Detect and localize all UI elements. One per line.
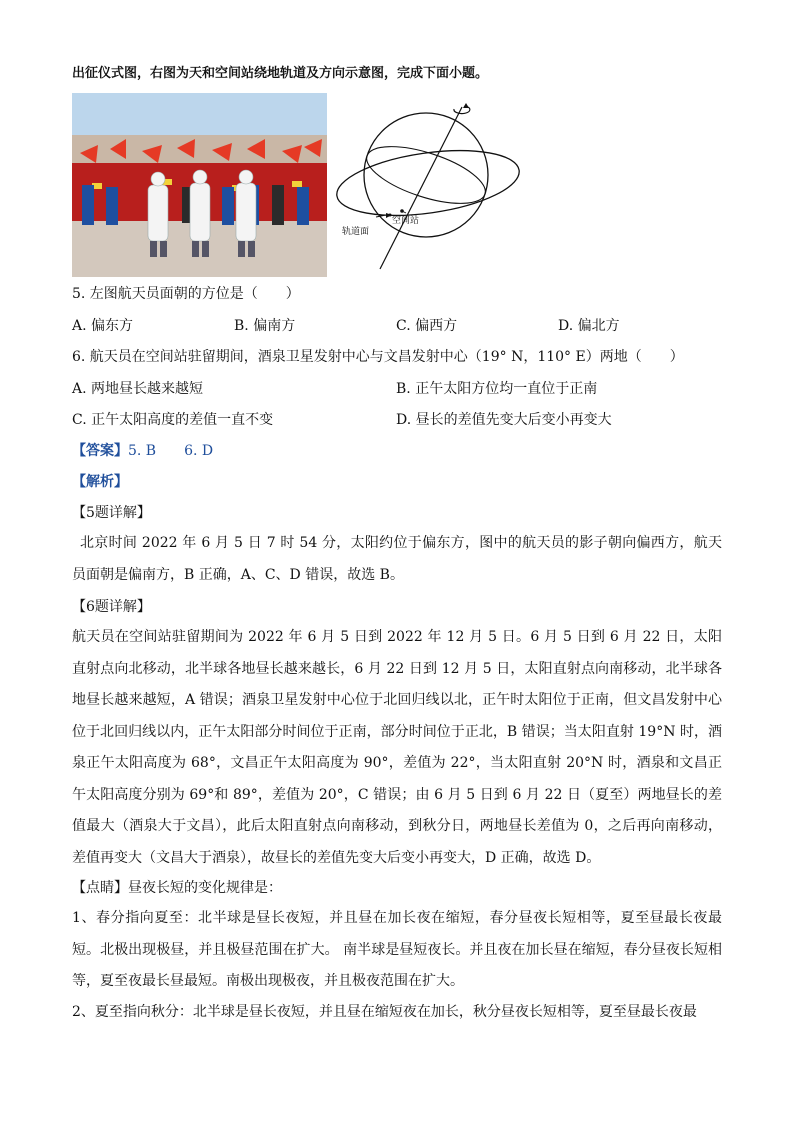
tips-title: 昼夜长短的变化规律是： — [128, 880, 282, 896]
q5-stem: 5. 左图航天员面朝的方位是（ ） — [72, 286, 300, 302]
tips-paragraph-1: 1、春分指向夏至：北半球是昼长夜短，并且昼在加长夜在缩短，春分昼夜长短相等，夏至昼最长夜最短。北极出现极昼，并且极昼范围在扩大。 南半球是昼短夜长。并且夜在加长昼在缩短，春分昼夜长短相等，夏至夜最长昼最短。南极出现极夜，并且极夜范围在扩大。 — [72, 910, 722, 989]
detail5-tag: 【5题详解】 — [72, 505, 151, 521]
q5-option-c: C. 偏西方 — [396, 318, 458, 334]
detail6-tag: 【6题详解】 — [72, 599, 151, 615]
station-label: 空间站 — [392, 216, 420, 226]
q6-option-c: C. 正午太阳高度的差值一直不变 — [72, 412, 274, 428]
answer-tag: 【答案】 — [72, 443, 128, 459]
ceremony-photo-illustration — [72, 93, 327, 277]
orbit-diagram-svg — [330, 93, 530, 277]
q6-option-d: D. 昼长的差值先变大后变小再变大 — [396, 412, 612, 428]
tips-tag: 【点睛】 — [72, 880, 128, 896]
q6-stem: 6. 航天员在空间站驻留期间，酒泉卫星发射中心与文昌发射中心（19° N，110° E）两地（ ） — [72, 349, 684, 365]
orbit-diagram — [330, 93, 530, 277]
q5-option-b: B. 偏南方 — [234, 318, 296, 334]
answer-line — [72, 441, 213, 461]
q6-option-b: B. 正午太阳方位均一直位于正南 — [396, 381, 598, 397]
tips-paragraph-2: 2、夏至指向秋分：北半球是昼长夜短，并且昼在缩短夜在加长，秋分昼夜长短相等，夏至昼最长夜最 — [72, 1004, 697, 1020]
orbit-label: 轨道面 — [342, 227, 370, 237]
detail5-text: 北京时间 2022 年 6 月 5 日 7 时 54 分，太阳约位于偏东方，图中的航天员的影子朝向偏西方，航天员面朝是偏南方，B 正确，A、C、D 错误，故选 B。 — [72, 535, 722, 583]
q5-option-d: D. 偏北方 — [558, 318, 620, 334]
question-intro: 出征仪式图，右图为天和空间站绕地轨道及方向示意图，完成下面小题。 — [72, 66, 489, 81]
detail6-text: 航天员在空间站驻留期间为 2022 年 6 月 5 日到 2022 年 12 月 5 日。6 月 5 日到 6 月 22 日，太阳直射点向北移动，北半球各地昼长越来越长，6 月 22 日到 12 月 5 日，太阳直射点向南移动，北半球各地昼长越来越短，A 错误；酒泉卫星发射中心位于北回归线以北，正午时太阳位于正南，但文昌发射中心位于北回归线以内，正午太阳部分时间位于正南，部分时间位于正北，B 错误；当太阳直射 19°N 时，酒泉正午太阳高度为 68°，文昌正午太阳高度为 90°，差值为 22°，当太阳直射 20°N 时，酒泉和文昌正午太阳高度分别为 69°和 89°，差值为 20°，C 错误；由 6 月 5 日到 6 月 22 日（夏至）两地昼长的差值最大（酒泉大于文昌），此后太阳直射点向南移动，到秋分日，两地昼长差值为 0，之后再向南移动，差值再变大（文昌大于酒泉），故昼长的差值先变大后变小再变大，D 正确，故选 D。 — [72, 629, 722, 866]
q5-option-a: A. 偏东方 — [72, 318, 134, 334]
q6-option-a: A. 两地昼长越来越短 — [72, 381, 204, 397]
answer-text: 5. B 6. D — [128, 443, 214, 459]
tips-line — [72, 878, 282, 898]
analysis-tag: 【解析】 — [72, 474, 128, 490]
ceremony-photo — [72, 93, 327, 277]
